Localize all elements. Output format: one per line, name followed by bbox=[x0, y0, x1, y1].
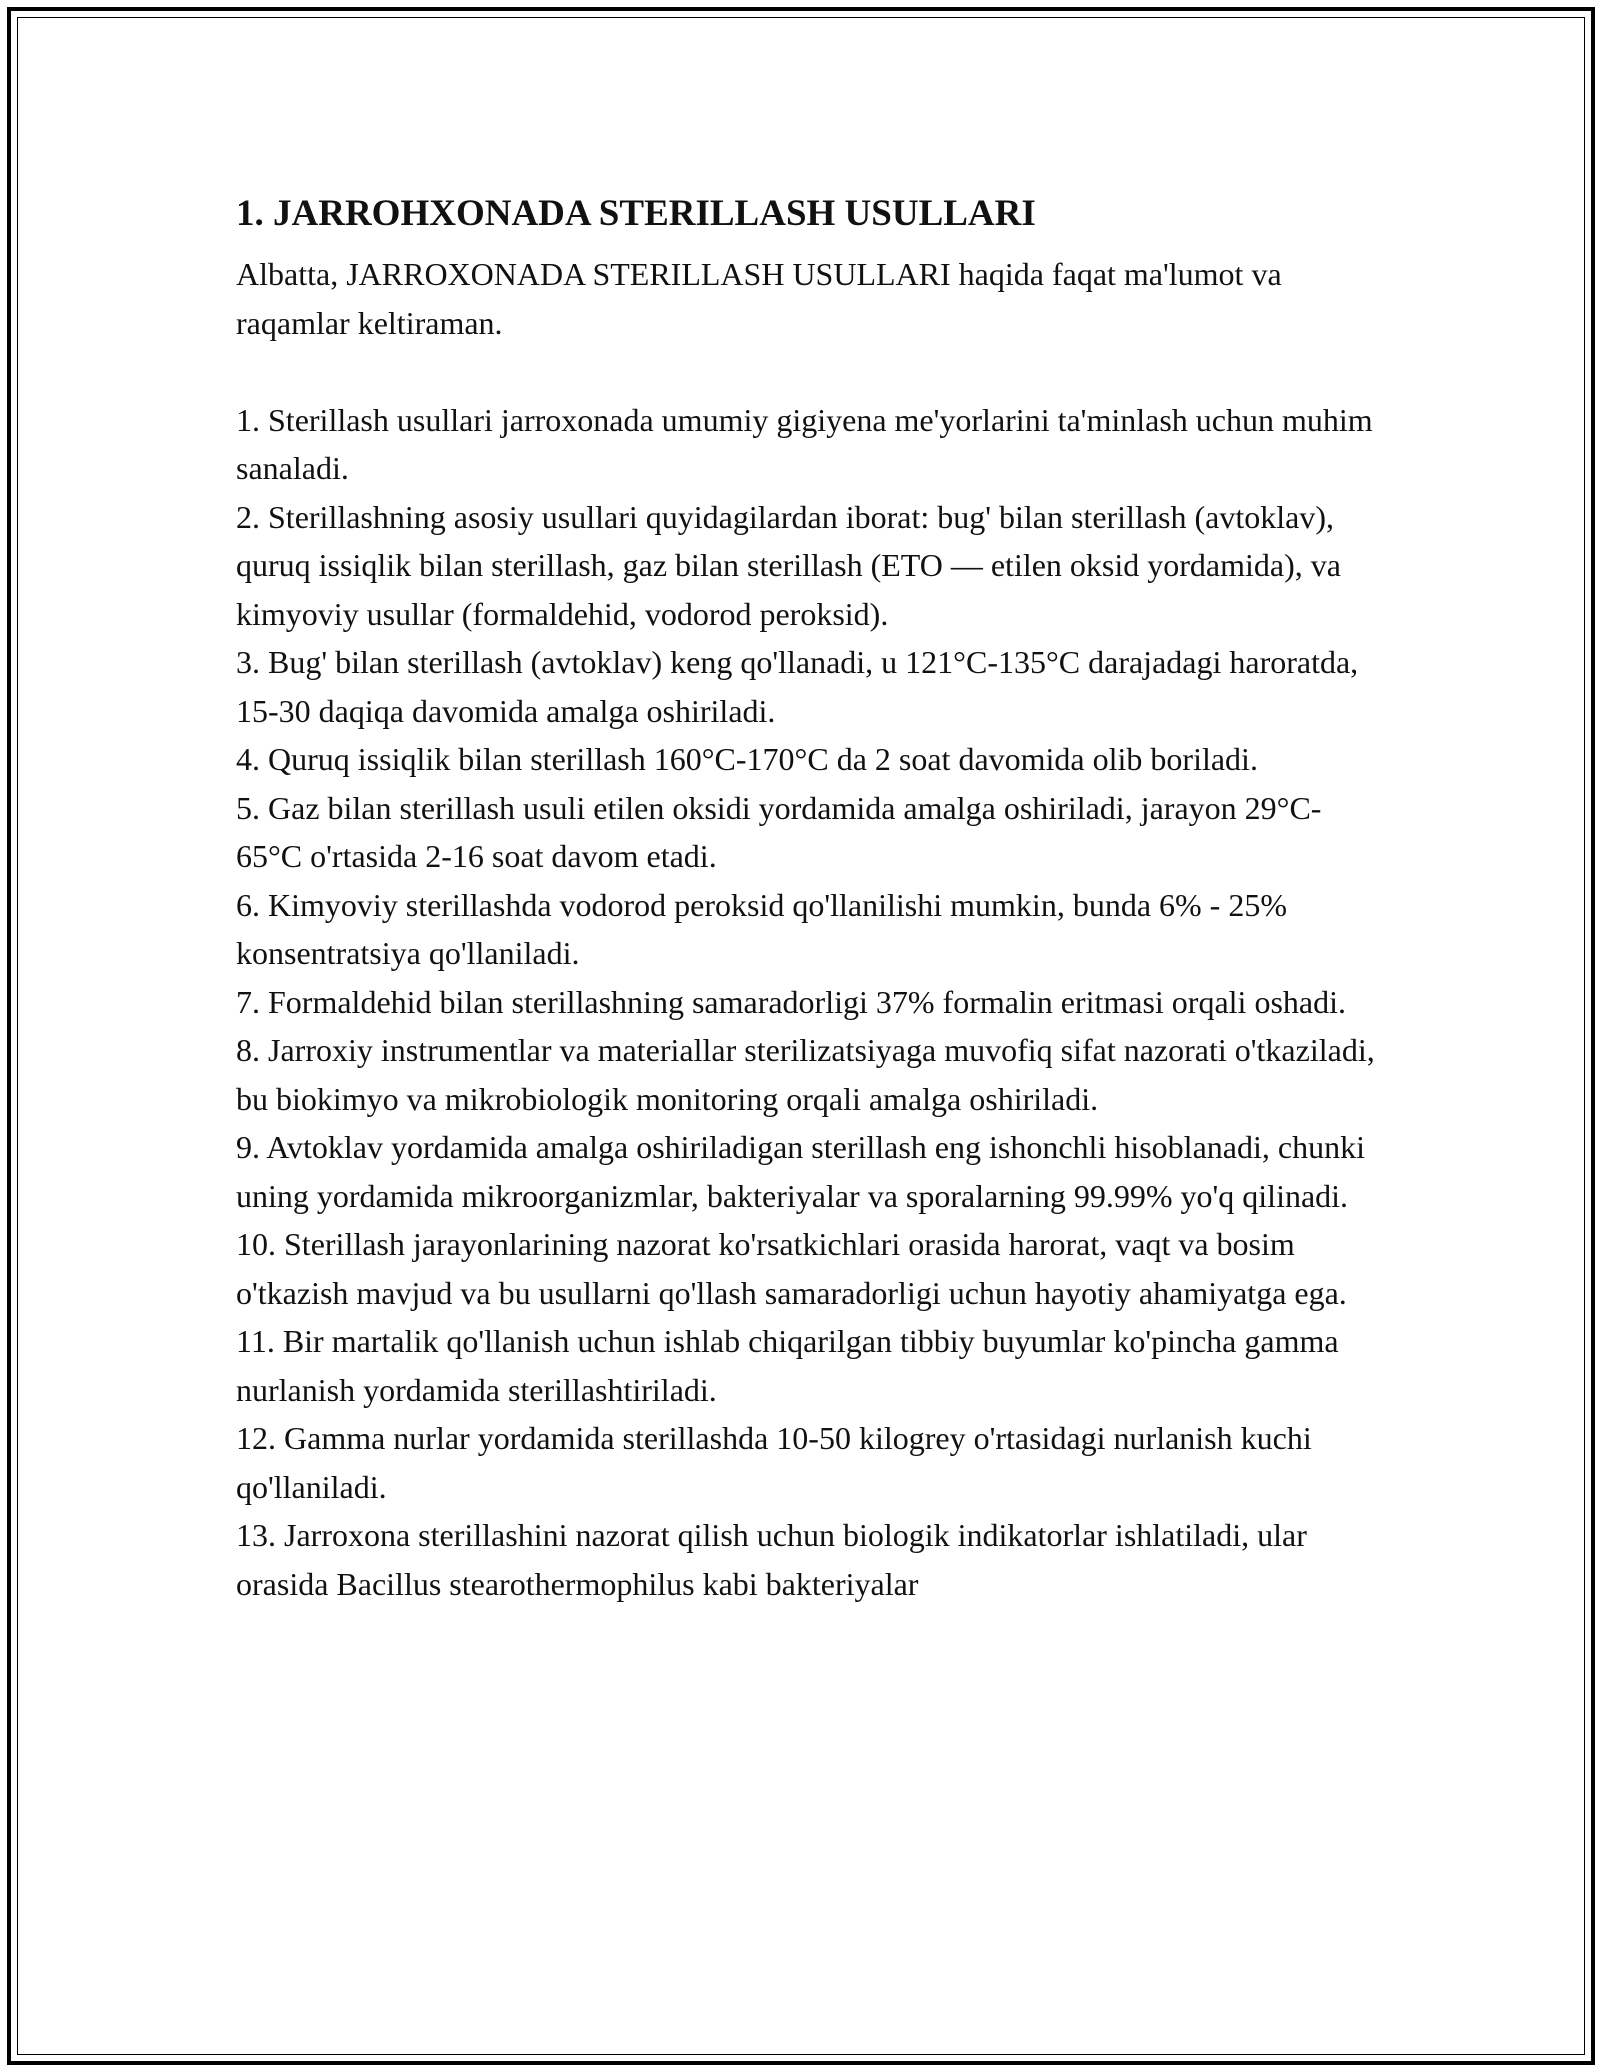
list-item: 9. Avtoklav yordamida amalga oshiriladigan sterillash eng ishonchli hisoblanadi, chunki uning yordamida mikroorganizmlar, bakteriyalar va sporalarning 99.99% yo'q qilinadi. bbox=[236, 1129, 1365, 1214]
list-item: 2. Sterillashning asosiy usullari quyidagilardan iborat: bug' bilan sterillash (avtoklav), quruq issiqlik bilan sterillash, gaz bilan sterillash (ETO — etilen oksid yordamida), va kimyoviy usullar (formaldehid, vodorod peroksid). bbox=[236, 498, 1341, 632]
list-item: 4. Quruq issiqlik bilan sterillash 160°C-170°C da 2 soat davomida olib boriladi. bbox=[236, 741, 1258, 777]
list-item: 6. Kimyoviy sterillashda vodorod peroksid qo'llanilishi mumkin, bunda 6% - 25% konsentratsiya qo'llaniladi. bbox=[236, 886, 1287, 971]
list-item: 10. Sterillash jarayonlarining nazorat ko'rsatkichlari orasida harorat, vaqt va bosim o'tkazish mavjud va bu usullarni qo'llash samaradorligi uchun hayotiy ahamiyatga ega. bbox=[236, 1226, 1347, 1311]
list-item: 8. Jarroxiy instrumentlar va materiallar sterilizatsiyaga muvofiq sifat nazorati o'tkaziladi, bu biokimyo va mikrobiologik monitoring orqali amalga oshiriladi. bbox=[236, 1032, 1375, 1117]
document-title: 1. JARROHXONADA STERILLASH USULLARI bbox=[236, 193, 1036, 234]
list-item: 3. Bug' bilan sterillash (avtoklav) keng qo'llanadi, u 121°C-135°C darajadagi haroratda, 15-30 daqiqa davomida amalga oshiriladi. bbox=[236, 644, 1359, 729]
list-item: 11. Bir martalik qo'llanish uchun ishlab chiqarilgan tibbiy buyumlar ko'pincha gamma nurlanish yordamida sterillashtiriladi. bbox=[236, 1323, 1339, 1408]
list-item: 1. Sterillash usullari jarroxonada umumiy gigiyena me'yorlarini ta'minlash uchun muhim sanaladi. bbox=[236, 401, 1373, 486]
numbered-list bbox=[236, 396, 1386, 1609]
intro-paragraph: Albatta, JARROXONADA STERILLASH USULLARI haqida faqat ma'lumot va raqamlar keltiraman. bbox=[236, 256, 1282, 341]
list-item: 12. Gamma nurlar yordamida sterillashda 10-50 kilogrey o'rtasidagi nurlanish kuchi qo'llaniladi. bbox=[236, 1420, 1312, 1505]
list-item: 13. Jarroxona sterillashini nazorat qilish uchun biologik indikatorlar ishlatiladi, ular orasida Bacillus stearothermophilus kabi bakteriyalar bbox=[236, 1517, 1307, 1602]
list-item: 5. Gaz bilan sterillash usuli etilen oksidi yordamida amalga oshiriladi, jarayon 29°C-65°C o'rtasida 2-16 soat davom etadi. bbox=[236, 789, 1322, 874]
document-body bbox=[236, 188, 1386, 1608]
list-item: 7. Formaldehid bilan sterillashning samaradorligi 37% formalin eritmasi orqali oshadi. bbox=[236, 983, 1346, 1020]
